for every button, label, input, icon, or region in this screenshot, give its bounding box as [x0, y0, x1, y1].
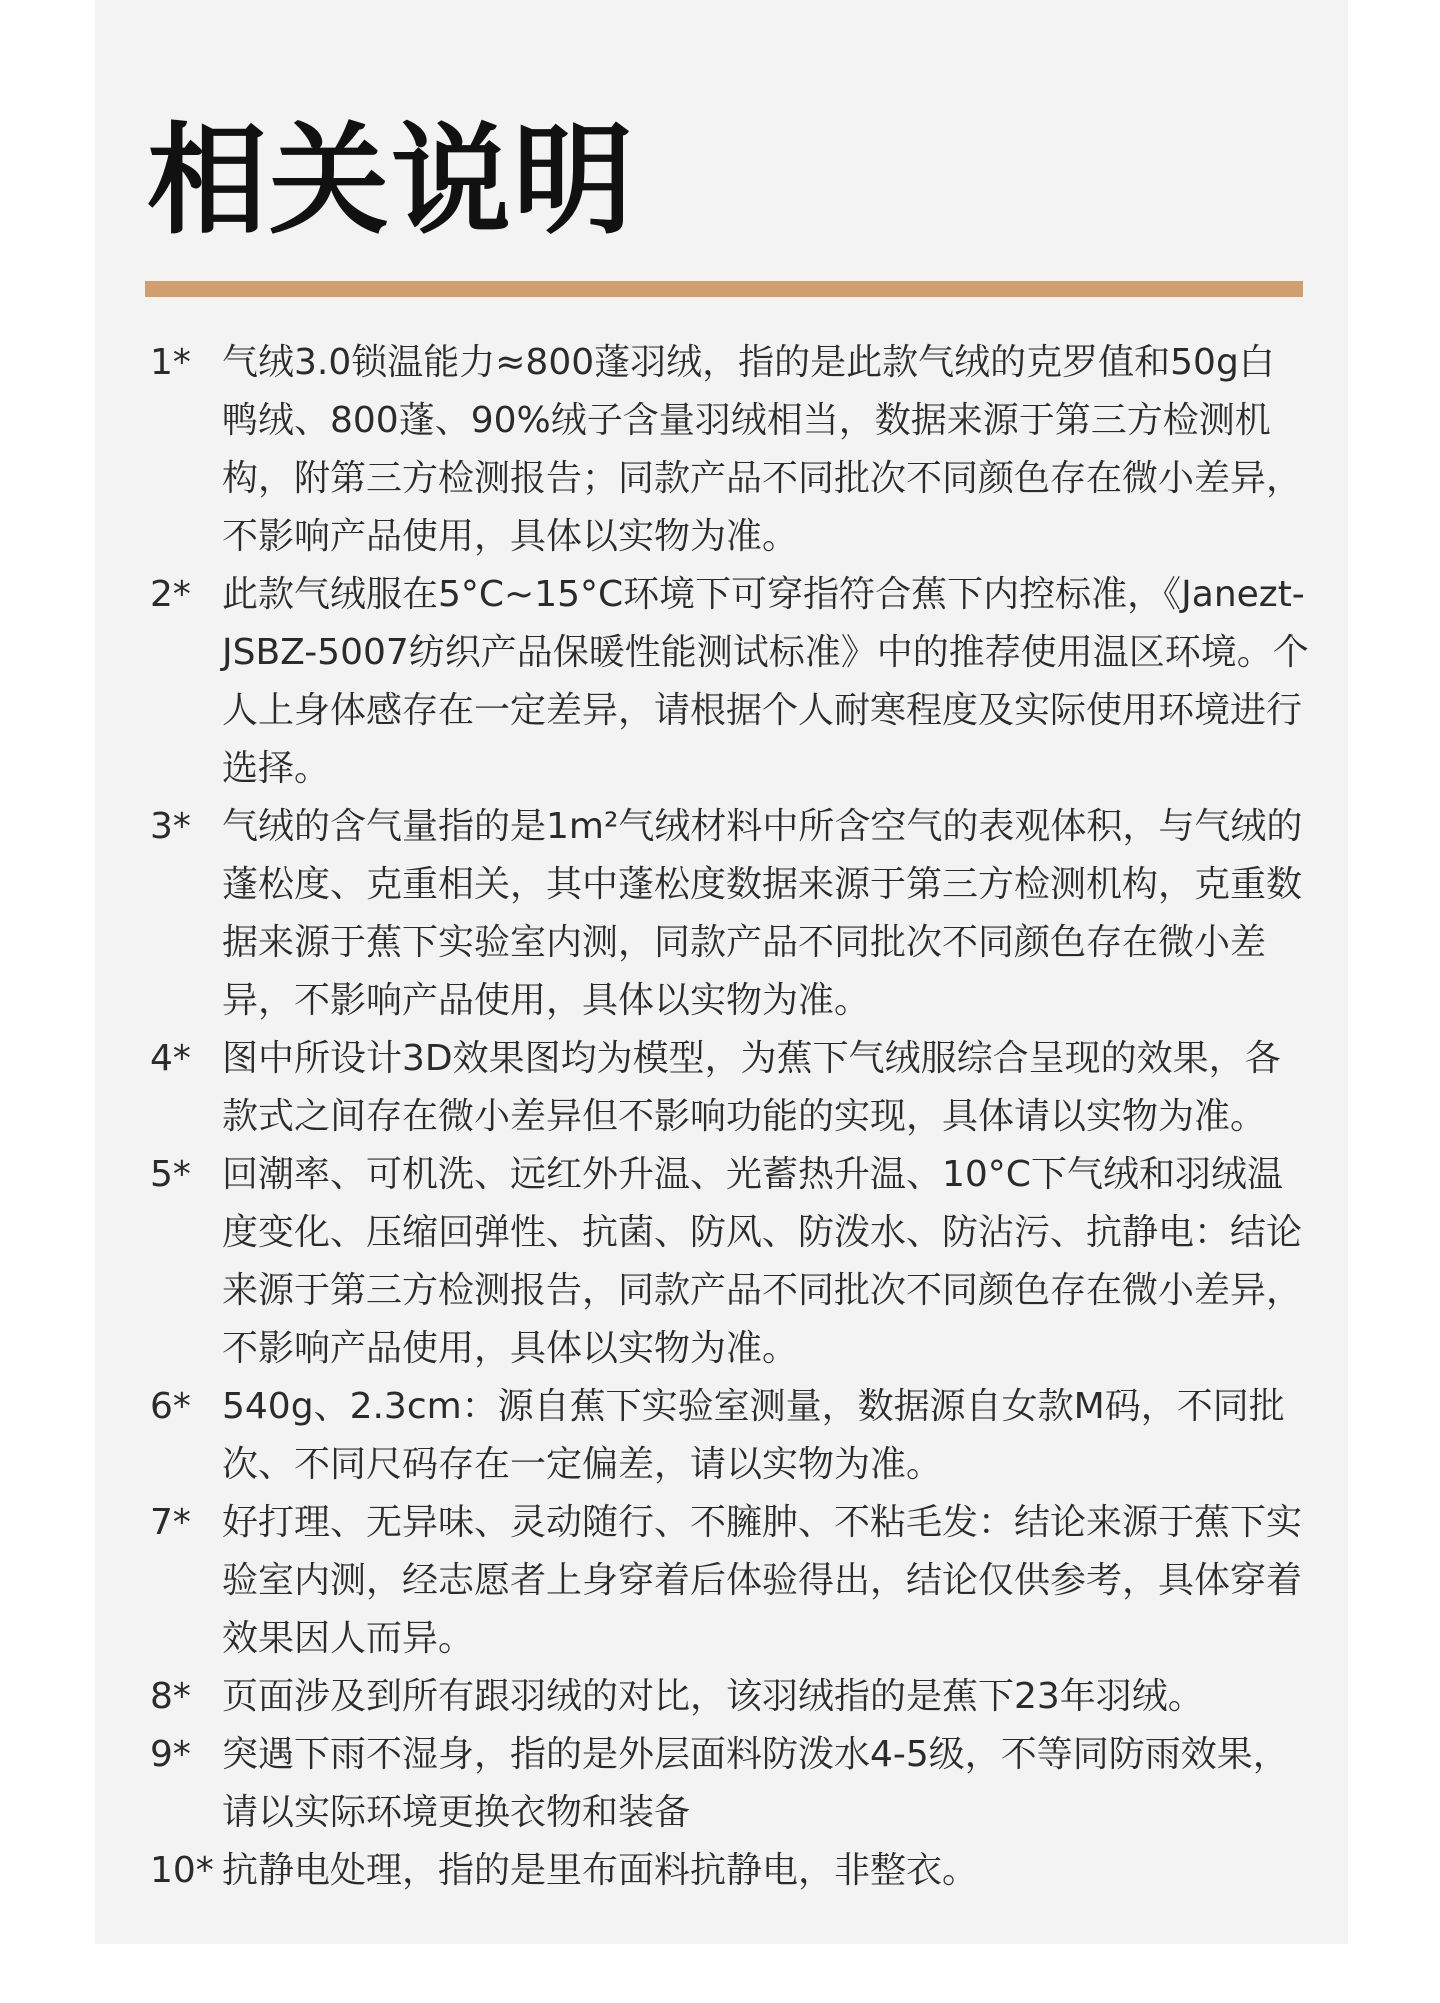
note-number: 5* — [150, 1154, 191, 1195]
note-text: 抗静电处理，指的是里布面料抗静电，非整衣。 — [222, 1850, 979, 1891]
note-number: 4* — [150, 1038, 191, 1079]
note-number: 6* — [150, 1386, 191, 1427]
note-number: 3* — [150, 806, 191, 847]
note-item — [150, 1146, 1310, 1378]
note-number: 1* — [150, 342, 191, 383]
note-text: 气绒3.0锁温能力≈800蓬羽绒，指的是此款气绒的克罗值和50g白鸭绒、800蓬、90%绒子含量羽绒相当，数据来源于第三方检测机构，附第三方检测报告；同款产品不同批次不同颜色存在微小差异，不影响产品使用，具体以实物为准。 — [222, 342, 1303, 557]
note-text: 页面涉及到所有跟羽绒的对比，该羽绒指的是蕉下23年羽绒。 — [222, 1676, 1204, 1717]
note-item — [150, 1494, 1310, 1668]
note-item — [150, 1668, 1310, 1726]
note-text: 好打理、无异味、灵动随行、不臃肿、不粘毛发：结论来源于蕉下实验室内测，经志愿者上身穿着后体验得出，结论仅供参考，具体穿着效果因人而异。 — [222, 1502, 1303, 1659]
note-item — [150, 798, 1310, 1030]
note-number: 7* — [150, 1502, 191, 1543]
note-item — [150, 566, 1310, 798]
note-number: 9* — [150, 1734, 191, 1775]
note-text: 气绒的含气量指的是1m²气绒材料中所含空气的表观体积，与气绒的蓬松度、克重相关，其中蓬松度数据来源于第三方检测机构，克重数据来源于蕉下实验室内测，同款产品不同批次不同颜色存在微小差异，不影响产品使用，具体以实物为准。 — [222, 806, 1303, 1021]
note-number: 2* — [150, 574, 191, 615]
title-divider — [145, 281, 1303, 297]
note-text: 突遇下雨不湿身，指的是外层面料防泼水4-5级，不等同防雨效果，请以实际环境更换衣物和装备 — [222, 1734, 1289, 1833]
note-text: 图中所设计3D效果图均为模型，为蕉下气绒服综合呈现的效果，各款式之间存在微小差异但不影响功能的实现，具体请以实物为准。 — [222, 1038, 1281, 1137]
note-number: 10* — [150, 1850, 214, 1891]
note-text: 540g、2.3cm：源自蕉下实验室测量，数据源自女款M码，不同批次、不同尺码存在一定偏差，请以实物为准。 — [222, 1386, 1285, 1485]
note-item — [150, 1030, 1310, 1146]
page-title: 相关说明 — [147, 112, 635, 251]
note-text: 此款气绒服在5°C~15°C环境下可穿指符合蕉下内控标准，《Janezt-JSBZ-5007纺织产品保暖性能测试标准》中的推荐使用温区环境。个人上身体感存在一定差异，请根据个人耐寒程度及实际使用环境进行选择。 — [222, 574, 1309, 789]
note-item — [150, 1842, 1310, 1900]
note-number: 8* — [150, 1676, 191, 1717]
note-text: 回潮率、可机洗、远红外升温、光蓄热升温、10°C下气绒和羽绒温度变化、压缩回弹性、抗菌、防风、防泼水、防沾污、抗静电：结论来源于第三方检测报告，同款产品不同批次不同颜色存在微小差异，不影响产品使用，具体以实物为准。 — [222, 1154, 1303, 1369]
note-item — [150, 1726, 1310, 1842]
notes-list — [150, 334, 1310, 1900]
note-item — [150, 334, 1310, 566]
note-item — [150, 1378, 1310, 1494]
